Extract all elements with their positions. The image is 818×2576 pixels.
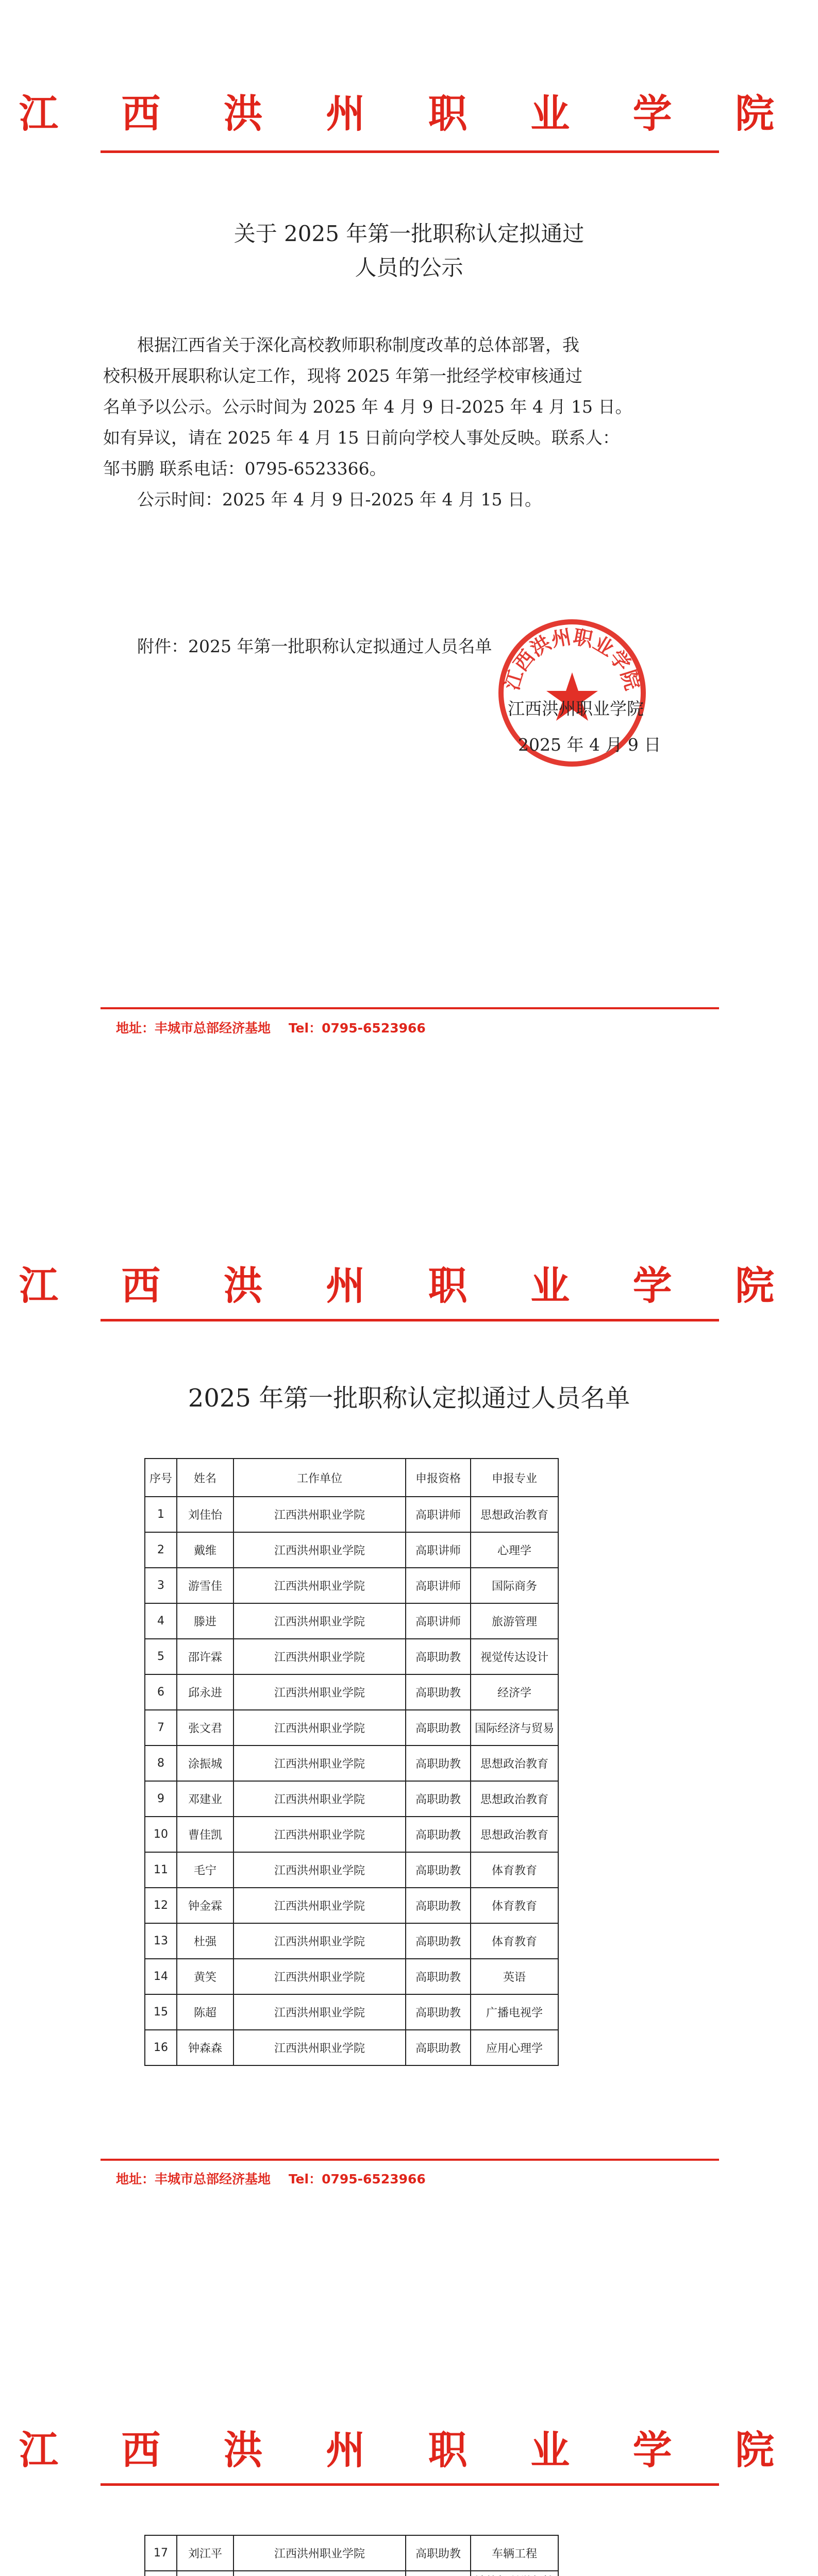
cell-level: 高职助教: [406, 1923, 471, 1959]
cell-name: 滕进: [177, 1603, 233, 1639]
cell-name: 张文君: [177, 1710, 233, 1745]
letterhead-rule: [101, 1319, 719, 1321]
footer-address: 地址：丰城市总部经济基地 Tel：0795-6523966: [116, 2172, 426, 2187]
cell-name: 涂振城: [177, 1745, 233, 1781]
cell-major: 思想政治教育: [471, 1817, 558, 1852]
cell-level: 高职助教: [406, 1959, 471, 1994]
cell-level: 高职助教: [406, 1745, 471, 1781]
cell-level: [406, 2571, 471, 2576]
cell-unit: 江西洪州职业学院: [233, 2535, 406, 2571]
list-title: 2025 年第一批职称认定拟通过人员名单: [188, 1384, 630, 1413]
cell-no: 9: [145, 1781, 177, 1817]
cell-major: 视觉传达设计: [471, 1639, 558, 1674]
cell-no: 6: [145, 1674, 177, 1710]
cell-major: 应用心理学: [471, 2030, 558, 2065]
cell-major: 体育教育: [471, 1852, 558, 1888]
cell-name: 钟森森: [177, 2030, 233, 2065]
cell-name: 游雪佳: [177, 1568, 233, 1603]
table-row: [145, 1959, 558, 1994]
signature-date: 2025 年 4 月 9 日: [518, 735, 661, 755]
letterhead-title: 江 西 洪 州 职 业 学 院: [19, 2427, 799, 2473]
cell-name: 邱永进: [177, 1674, 233, 1710]
cell-no: 1: [145, 1497, 177, 1532]
cell-no: 17: [145, 2535, 177, 2571]
footer-rule: [101, 1007, 719, 1009]
cell-name: 陈超: [177, 1994, 233, 2030]
cell-major: 广播电视学: [471, 1994, 558, 2030]
notice-body: [103, 330, 686, 515]
cell-level: 高职助教: [406, 1710, 471, 1745]
body-line: 邹书鹏 联系电话：0795-6523366。: [103, 459, 387, 479]
cell-unit: 江西洪州职业学院: [233, 1603, 406, 1639]
cell-name: 邓建业: [177, 1781, 233, 1817]
cell-level: 高职助教: [406, 1674, 471, 1710]
cell-no: 16: [145, 2030, 177, 2065]
cell-unit: 江西洪州职业学院: [233, 1888, 406, 1923]
table-row: [145, 1674, 558, 1710]
cell-level: 高职助教: [406, 1852, 471, 1888]
cell-name: 钟金霖: [177, 1888, 233, 1923]
cell-name: 曹佳凯: [177, 1817, 233, 1852]
cell-level: 高职助教: [406, 2030, 471, 2065]
table-row: [145, 1994, 558, 2030]
table-row: [145, 1497, 558, 1532]
cell-unit: 江西洪州职业学院: [233, 1781, 406, 1817]
cell-unit: 江西洪州职业学院: [233, 1639, 406, 1674]
cell-level: 高职助教: [406, 1639, 471, 1674]
roster-body-page2: [145, 1497, 558, 2065]
cell-no: 2: [145, 1532, 177, 1568]
cell-level: 高职讲师: [406, 1497, 471, 1532]
cell-major: 国际经济与贸易: [471, 1710, 558, 1745]
cell-major: [471, 2571, 558, 2576]
roster-body-page3: [145, 2535, 558, 2576]
cell-unit: 江西洪州职业学院: [233, 2030, 406, 2065]
cell-no: 3: [145, 1568, 177, 1603]
cell-level: 高职助教: [406, 1781, 471, 1817]
cell-no: 4: [145, 1603, 177, 1639]
table-row: [145, 1817, 558, 1852]
table-row: [145, 2535, 558, 2571]
body-line: 名单予以公示。公示时间为 2025 年 4 月 9 日-2025 年 4 月 15 日。: [103, 397, 632, 417]
cell-major: 旅游管理: [471, 1603, 558, 1639]
cell-level: 高职助教: [406, 1817, 471, 1852]
table-row: [145, 1923, 558, 1959]
notice-title-line2: 人员的公示: [355, 255, 463, 280]
cell-unit: 江西洪州职业学院: [233, 1532, 406, 1568]
footer-rule: [101, 2159, 719, 2161]
cell-major: 经济学: [471, 1674, 558, 1710]
col-header-level: 申报资格: [406, 1459, 471, 1497]
cell-unit: 江西洪州职业学院: [233, 1568, 406, 1603]
page-2: [0, 1036, 818, 2221]
table-row: [145, 1745, 558, 1781]
cell-unit: [233, 2571, 406, 2576]
table-row: [145, 1603, 558, 1639]
cell-unit: 江西洪州职业学院: [233, 1745, 406, 1781]
cell-level: 高职讲师: [406, 1603, 471, 1639]
cell-name: 毛宁: [177, 1852, 233, 1888]
cell-unit: 江西洪州职业学院: [233, 1923, 406, 1959]
cell-major: 国际商务: [471, 1568, 558, 1603]
cell-name: [177, 2571, 233, 2576]
cell-name: 刘佳怡: [177, 1497, 233, 1532]
cell-level: 高职助教: [406, 1888, 471, 1923]
cell-no: 10: [145, 1817, 177, 1852]
table-row: [145, 1532, 558, 1568]
notice-period: 公示时间：2025 年 4 月 9 日-2025 年 4 月 15 日。: [137, 489, 542, 510]
table-row: [145, 1852, 558, 1888]
cell-unit: 江西洪州职业学院: [233, 1852, 406, 1888]
notice-attachment: 附件：2025 年第一批职称认定拟通过人员名单: [137, 636, 492, 656]
cell-no: 13: [145, 1923, 177, 1959]
cell-major: 体育教育: [471, 1888, 558, 1923]
cell-level: 高职讲师: [406, 1532, 471, 1568]
cell-unit: 江西洪州职业学院: [233, 1817, 406, 1852]
cell-name: 刘江平: [177, 2535, 233, 2571]
footer-address: 地址：丰城市总部经济基地 Tel：0795-6523966: [116, 1021, 426, 1036]
letterhead-rule: [101, 150, 719, 153]
cell-major: 思想政治教育: [471, 1497, 558, 1532]
body-line: 根据江西省关于深化高校教师职称制度改革的总体部署，我: [137, 335, 579, 355]
cell-name: 杜强: [177, 1923, 233, 1959]
cell-no: 14: [145, 1959, 177, 1994]
cell-no: 7: [145, 1710, 177, 1745]
cell-name: 黄笑: [177, 1959, 233, 1994]
cell-level: 高职讲师: [406, 1568, 471, 1603]
cell-major: 思想政治教育: [471, 1781, 558, 1817]
cell-unit: 江西洪州职业学院: [233, 1959, 406, 1994]
col-header-no: 序号: [145, 1459, 177, 1497]
col-header-major: 申报专业: [471, 1459, 558, 1497]
table-row: [145, 2571, 558, 2576]
table-row: [145, 1639, 558, 1674]
table-header-row: [145, 1459, 558, 1497]
cell-major: 心理学: [471, 1532, 558, 1568]
table-row: [145, 1888, 558, 1923]
letterhead-rule: [101, 2483, 719, 2486]
cell-name: 邵许霖: [177, 1639, 233, 1674]
cell-unit: 江西洪州职业学院: [233, 1994, 406, 2030]
cell-no: 8: [145, 1745, 177, 1781]
cell-major: 车辆工程: [471, 2535, 558, 2571]
notice-title-line1: 关于 2025 年第一批职称认定拟通过: [233, 221, 585, 246]
cell-unit: 江西洪州职业学院: [233, 1674, 406, 1710]
cell-no: 5: [145, 1639, 177, 1674]
page-1: [0, 0, 818, 1036]
body-line: 如有异议，请在 2025 年 4 月 15 日前向学校人事处反映。联系人：: [103, 428, 620, 448]
table-row: [145, 1710, 558, 1745]
letterhead-title: 江 西 洪 州 职 业 学 院: [19, 1263, 799, 1309]
cell-level: 高职助教: [406, 2535, 471, 2571]
cell-major: 英语: [471, 1959, 558, 1994]
col-header-unit: 工作单位: [233, 1459, 406, 1497]
roster-table: [144, 1458, 559, 2066]
letterhead-title: 江 西 洪 州 职 业 学 院: [19, 91, 799, 137]
cell-no: 11: [145, 1852, 177, 1888]
table-row: [145, 2030, 558, 2065]
col-header-name: 姓名: [177, 1459, 233, 1497]
seal-text: 江西洪州职业学院: [499, 624, 645, 693]
cell-no: [145, 2571, 177, 2576]
table-row: [145, 1781, 558, 1817]
roster-table-continued: [144, 2535, 559, 2576]
page-3: [0, 2221, 818, 2576]
table-row: [145, 1568, 558, 1603]
cell-level: 高职助教: [406, 1994, 471, 2030]
body-line: 校积极开展职称认定工作，现将 2025 年第一批经学校审核通过: [103, 366, 582, 386]
cell-no: 12: [145, 1888, 177, 1923]
signature-org: 江西洪州职业学院: [508, 699, 644, 719]
cell-name: 戴维: [177, 1532, 233, 1568]
cell-major: 思想政治教育: [471, 1745, 558, 1781]
cell-major: 体育教育: [471, 1923, 558, 1959]
cell-no: 15: [145, 1994, 177, 2030]
cell-unit: 江西洪州职业学院: [233, 1497, 406, 1532]
cell-unit: 江西洪州职业学院: [233, 1710, 406, 1745]
